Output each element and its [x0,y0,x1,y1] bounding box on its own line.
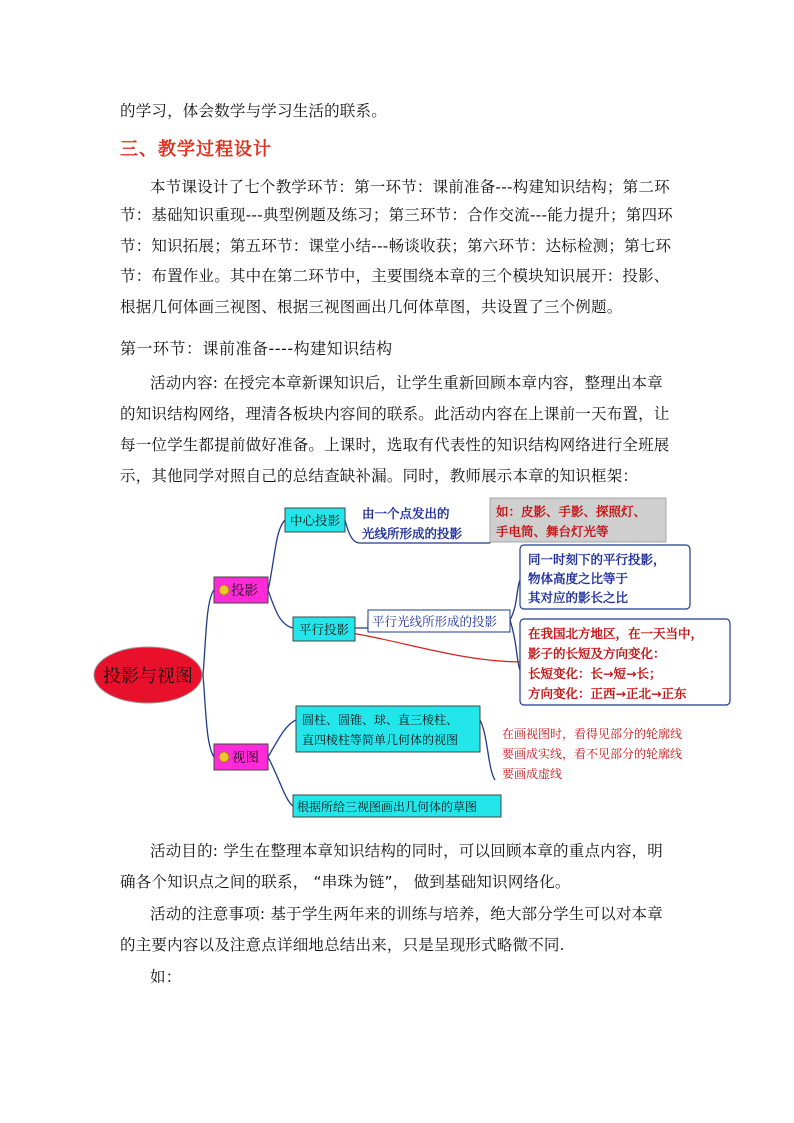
connector-root-branches [203,590,214,757]
connector-view-branches [268,720,296,806]
central-def-line-2: 光线所形成的投影 [362,526,463,541]
activity-line-4: 示，其他同学对照自己的总结查缺补漏。同时，教师展示本章的知识框架： [120,467,639,485]
view-note-line-3: 要画成虚线 [502,767,563,781]
intro-line-2: 节：基础知识重现---典型例题及练习；第三环节：合作交流---能力提升；第四环 [120,206,673,224]
parallel-note1-line-2: 物体高度之比等于 [528,571,629,586]
purpose-line-2: 确各个知识点之间的联系， “串珠为链”， 做到基础知识网络化。 [120,873,571,891]
root-label: 投影与视图 [103,666,193,687]
parallel-note2-line-3: 长短变化：长→短→长； [528,666,662,681]
sketch-label: 根据所给三视图画出几何体的草图 [297,800,478,814]
intro-line-5: 根据几何体画三视图、根据三视图画出几何体草图，共设置了三个例题。 [120,298,623,316]
parallel-note2-line-2: 影子的长短及方向变化： [528,646,666,661]
smiley-icon [219,752,229,762]
view-label: 视图 [232,750,259,766]
view-note-line-1: 在画视图时，看得见部分的轮廓线 [502,727,683,741]
notes-line-1: 活动的注意事项: 基于学生两年来的训练与培养，绝大部分学生可以对本章 [150,905,663,923]
central-projection-label: 中心投影 [289,513,341,528]
section-heading: 三、教学过程设计 [120,139,272,160]
connector-parallel-notes [510,580,520,670]
solids-line-1: 圆柱、圆锥、球、直三棱柱、 [302,713,459,727]
projection-label: 投影 [231,583,258,599]
parallel-def-label: 平行光线所形成的投影 [372,614,498,629]
section1-title: 第一环节：课前准备----构建知识结构 [120,339,393,358]
connector-solids-note [480,720,495,780]
parallel-note2-line-4: 方向变化：正西→正北→正东 [528,686,687,701]
notes-line-2: 的主要内容以及注意点详细地总结出来，只是呈现形式略微不同. [120,936,565,954]
central-examples-line-2: 手电筒、舞台灯光等 [496,524,609,539]
example-label: 如： [150,968,182,986]
central-examples-line-1: 如：皮影、手影、探照灯、 [496,504,647,519]
connector-projection-branches [268,520,293,628]
purpose-line-1: 活动目的: 学生在整理本章知识结构的同时，可以回顾本章的重点内容，明 [150,842,663,860]
activity-line-3: 每一位学生都提前做好准备。上课时，选取有代表性的知识结构网络进行全班展 [120,436,670,454]
central-def-line-1: 由一个点发出的 [362,506,450,521]
view-note-line-2: 要画成实线，看不见部分的轮廓线 [502,747,683,761]
activity-line-2: 的知识结构网络，理清各板块内容间的联系。此活动内容在上课前一天布置，让 [120,405,670,423]
parallel-note1-line-1: 同一时刻下的平行投影， [528,552,666,567]
parallel-note1-line-3: 其对应的影长之比 [528,590,629,605]
smiley-icon [219,585,229,595]
parallel-projection-label: 平行投影 [298,622,350,637]
parallel-note2-line-1: 在我国北方地区，在一天当中， [528,626,704,641]
intro-line-1: 本节课设计了七个教学环节：第一环节：课前准备---构建知识结构；第二环 [150,178,670,196]
intro-line-4: 节：布置作业。其中在第二环节中，主要围绕本章的三个模块知识展开：投影、 [120,267,670,285]
intro-line-3: 节：知识拓展；第五环节：课堂小结---畅谈收获；第六环节：达标检测；第七环 [120,237,672,255]
paragraph-intro-tail: 的学习，体会数学与学习生活的联系。 [120,102,387,120]
activity-line-1: 活动内容: 在授完本章新课知识后，让学生重新回顾本章内容，整理出本章 [150,374,663,392]
solids-line-2: 直四棱柱等简单几何体的视图 [302,733,459,747]
